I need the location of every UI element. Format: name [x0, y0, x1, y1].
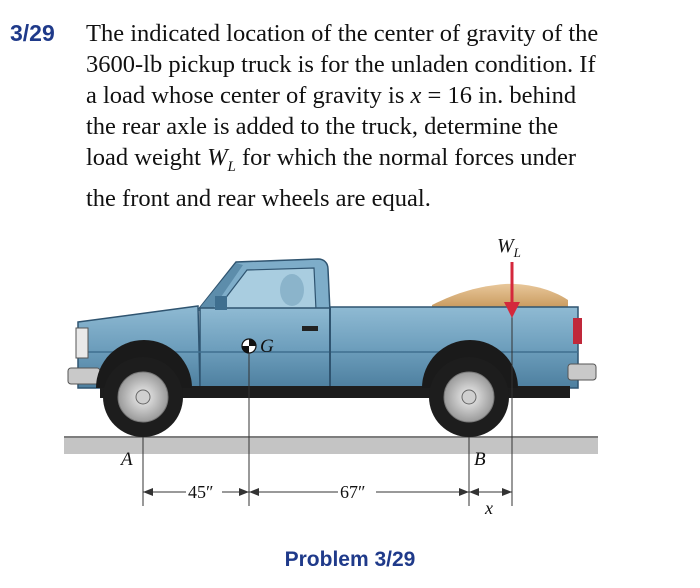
arrowhead-a: [143, 488, 153, 496]
front-wheel: [103, 357, 183, 437]
statement-line-2: 3600-lb pickup truck is for the unladen condition. If: [86, 51, 596, 78]
line5-text-b: for which the normal forces under: [235, 144, 577, 171]
dim-x-label: x: [485, 498, 493, 518]
statement-line-6: the front and rear wheels are equal.: [86, 184, 431, 212]
headlight: [76, 328, 88, 358]
variable-w-subscript: L: [227, 158, 236, 175]
arrowhead-g-right: [249, 488, 259, 496]
arrowhead-b-left: [459, 488, 469, 496]
door-handle: [302, 326, 318, 331]
side-mirror: [215, 296, 227, 310]
line5-text-a: load weight: [86, 144, 208, 171]
front-bumper: [68, 368, 100, 384]
load-label-w: W: [497, 235, 514, 257]
rear-wheel: [429, 357, 509, 437]
dim-front-label: 45″: [188, 482, 214, 502]
load-label-sub: L: [513, 245, 521, 260]
rear-bumper: [568, 364, 596, 380]
figure-caption: Problem 3/29: [284, 548, 416, 571]
ground-band: [64, 436, 598, 454]
problem-number: 3/29: [10, 20, 55, 46]
cargo-load: [432, 284, 568, 308]
cg-label: G: [260, 336, 274, 357]
statement-line-1: The indicated location of the center of gravity of the: [86, 20, 599, 47]
line3-text-a: a load whose center of gravity is: [86, 82, 411, 109]
arrowhead-b-right: [469, 488, 479, 496]
driver-silhouette: [280, 274, 304, 306]
line3-text-b: = 16 in. behind: [421, 82, 577, 109]
arrowhead-g-left: [239, 488, 249, 496]
arrowhead-load: [502, 488, 512, 496]
load-label: [497, 235, 521, 260]
taillight: [573, 318, 582, 344]
variable-w: W: [207, 144, 228, 171]
cg-symbol: [242, 339, 256, 353]
point-b-label: B: [474, 449, 486, 470]
variable-x: x: [410, 82, 422, 109]
statement-line-4: the rear axle is added to the truck, determine the: [86, 113, 559, 140]
point-a-label: A: [121, 449, 133, 470]
dim-rear-label: 67″: [340, 482, 366, 502]
